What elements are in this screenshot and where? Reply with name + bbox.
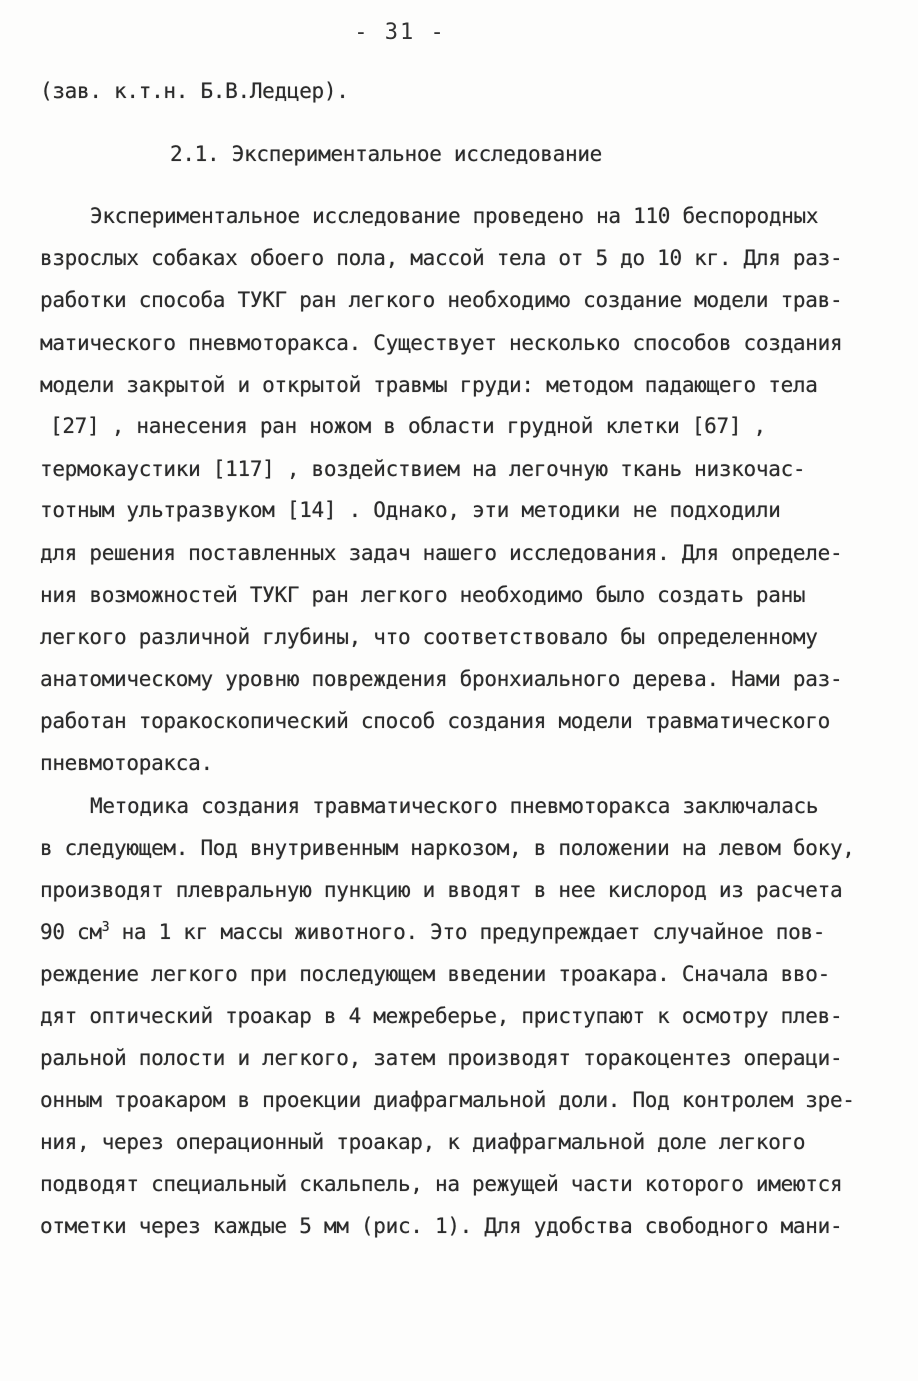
- text-line: работан торакоскопический способ создания модели травматического: [40, 709, 830, 733]
- text-line: Методика создания травматического пневмоторакса заключалась: [90, 794, 819, 818]
- text-line: [40, 920, 825, 944]
- text-line: [27] , нанесения ран ножом в области грудной клетки [67] ,: [50, 414, 766, 438]
- text-line: производят плевральную пункцию и вводят в нее кислород из расчета: [40, 878, 843, 902]
- text-line: ральной полости и легкого, затем производят торакоцентез операци-: [40, 1046, 843, 1070]
- text-line: работки способа ТУКГ ран легкого необходимо создание модели трав-: [40, 288, 843, 312]
- text-line-affiliation: (зав. к.т.н. Б.В.Ледцер).: [40, 79, 349, 103]
- text-line: модели закрытой и открытой травмы груди: методом падающего тела: [40, 373, 818, 397]
- text-line: взрослых собаках обоего пола, массой тела от 5 до 10 кг. Для раз-: [40, 246, 843, 270]
- text-line: анатомическому уровню повреждения бронхиального дерева. Нами раз-: [40, 667, 843, 691]
- text-line: дят оптический троакар в 4 межреберье, приступают к осмотру плев-: [40, 1004, 843, 1028]
- text-fragment: на 1 кг массы животного. Это предупреждает случайное пов-: [109, 920, 826, 944]
- text-line: для решения поставленных задач нашего исследования. Для определе-: [40, 541, 843, 565]
- text-line: легкого различной глубины, что соответствовало бы определенному: [40, 625, 818, 649]
- superscript: 3: [101, 920, 110, 935]
- text-line: термокаустики [117] , воздействием на легочную ткань низкочас-: [40, 457, 806, 481]
- text-line: ния возможностей ТУКГ ран легкого необходимо было создать раны: [40, 583, 806, 607]
- text-line: Экспериментальное исследование проведено на 110 беспородных: [90, 204, 819, 228]
- text-line: отметки через каждые 5 мм (рис. 1). Для удобства свободного мани-: [40, 1214, 843, 1238]
- text-line: матического пневмоторакса. Существует несколько способов создания: [40, 331, 843, 355]
- text-line: тотным ультразвуком [14] . Однако, эти методики не подходили: [40, 498, 781, 522]
- text-fragment: 90 см: [40, 920, 102, 944]
- section-heading: 2.1. Экспериментальное исследование: [170, 142, 603, 166]
- page-number: - 31 -: [354, 20, 446, 45]
- text-line: подводят специальный скальпель, на режущей части которого имеются: [40, 1172, 843, 1196]
- text-line: реждение легкого при последующем введении троакара. Сначала вво-: [40, 962, 830, 986]
- text-line: в следующем. Под внутривенным наркозом, в положении на левом боку,: [40, 836, 855, 860]
- text-line: онным троакаром в проекции диафрагмальной доли. Под контролем зре-: [40, 1088, 855, 1112]
- text-line: пневмоторакса.: [40, 751, 213, 775]
- text-line: ния, через операционный троакар, к диафрагмальной доле легкого: [40, 1130, 806, 1154]
